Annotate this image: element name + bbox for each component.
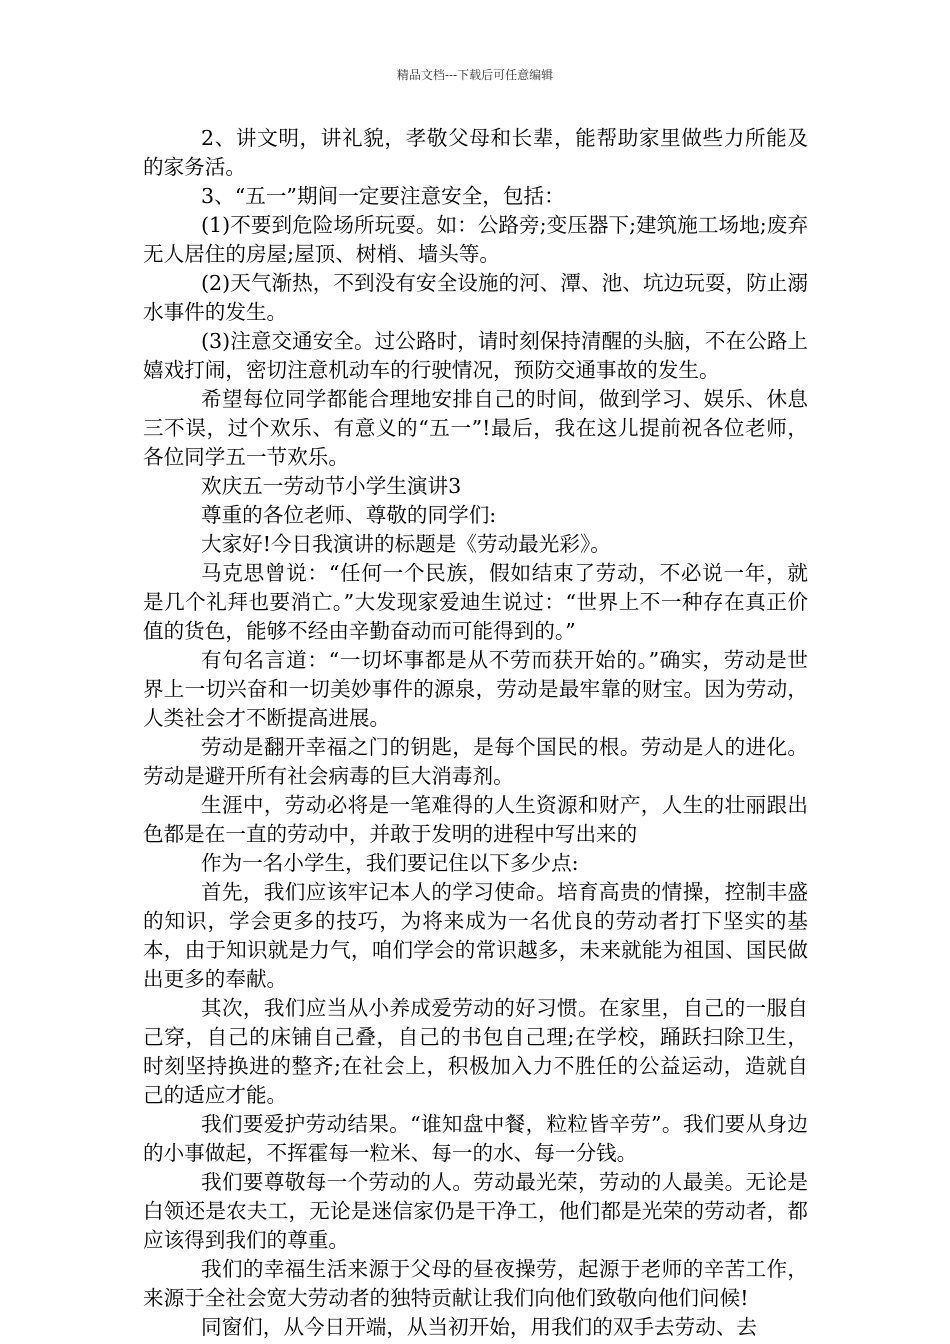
paragraph: 我们的幸福生活来源于父母的昼夜操劳，起源于老师的辛苦工作，来源于全社会宽大劳动者的独特贡献让我们向他们致敬向他们问候! — [143, 1257, 808, 1310]
paragraph: 我们要爱护劳动结果。“谁知盘中餐，粒粒皆辛劳”。我们要从身边的小事做起，不挥霍每一粒米、每一的水、每一分钱。 — [143, 1112, 808, 1165]
page-header: 精品文档---下载后可任意编辑 — [396, 68, 554, 82]
salutation: 尊重的各位老师、尊敬的同学们: — [201, 503, 497, 527]
paragraph: (2)天气渐热，不到没有安全设施的河、潭、池、坑边玩耍，防止溺水事件的发生。 — [143, 271, 808, 324]
section-title: 欢庆五一劳动节小学生演讲3 — [201, 474, 462, 498]
paragraph: 我们要尊敬每一个劳动的人。劳动最光荣，劳动的人最美。无论是白领还是农夫工，无论是迷信家仍是干净工，他们都是光荣的劳动者，都应该得到我们的尊重。 — [143, 1170, 808, 1252]
paragraph: 劳动是翻开幸福之门的钥匙，是每个国民的根。劳动是人的进化。劳动是避开所有社会病毒的巨大消毒剂。 — [143, 735, 808, 788]
paragraph: 生涯中，劳动必将是一笔难得的人生资源和财产，人生的壮丽跟出色都是在一直的劳动中，并敢于发明的进程中写出来的 — [143, 793, 808, 846]
paragraph: (1)不要到危险场所玩耍。如：公路旁;变压器下;建筑施工场地;废弃无人居住的房屋;屋顶、树梢、墙头等。 — [143, 213, 808, 266]
paragraph: 马克思曾说：“任何一个民族，假如结束了劳动，不必说一年，就是几个礼拜也要消亡。”大发现家爱迪生说过：“世界上不一种存在真正价值的货色，能够不经由辛勤奋动而可能得到的。” — [143, 561, 808, 643]
paragraph: 有句名言道：“一切坏事都是从不劳而获开始的。”确实，劳动是世界上一切兴奋和一切美妙事件的源泉，劳动是最牢靠的财宝。因为劳动，人类社会才不断提高进展。 — [143, 648, 808, 730]
document-body — [143, 124, 808, 1342]
paragraph: 2、讲文明，讲礼貌，孝敬父母和长辈，能帮助家里做些力所能及的家务活。 — [143, 126, 808, 179]
paragraph: (3)注意交通安全。过公路时，请时刻保持清醒的头脑，不在公路上嬉戏打闹，密切注意机动车的行驶情况，预防交通事故的发生。 — [143, 329, 808, 382]
paragraph: 大家好!今日我演讲的标题是《劳动最光彩》。 — [201, 532, 611, 556]
paragraph: 同窗们，从今日开端，从当初开始，用我们的双手去劳动、去 — [201, 1315, 758, 1339]
paragraph: 作为一名小学生，我们要记住以下多少点: — [201, 851, 579, 875]
paragraph: 希望每位同学都能合理地安排自己的时间，做到学习、娱乐、休息三不误，过个欢乐、有意义的“五一”!最后，我在这儿提前祝各位老师，各位同学五一节欢乐。 — [143, 387, 808, 469]
paragraph: 首先，我们应该牢记本人的学习使命。培育高贵的情操，控制丰盛的知识，学会更多的技巧，为将来成为一名优良的劳动者打下坚实的基本，由于知识就是力气，咱们学会的常识越多，未来就能为祖国、国民做出更多的奉献。 — [143, 880, 808, 991]
paragraph: 3、“五一”期间一定要注意安全，包括： — [201, 184, 565, 208]
paragraph: 其次，我们应当从小养成爱劳动的好习惯。在家里，自己的一服自己穿，自己的床铺自己叠，自己的书包自己理;在学校，踊跃扫除卫生，时刻坚持换进的整齐;在社会上，积极加入力不胜任的公益运动，造就自己的适应才能。 — [143, 996, 808, 1107]
